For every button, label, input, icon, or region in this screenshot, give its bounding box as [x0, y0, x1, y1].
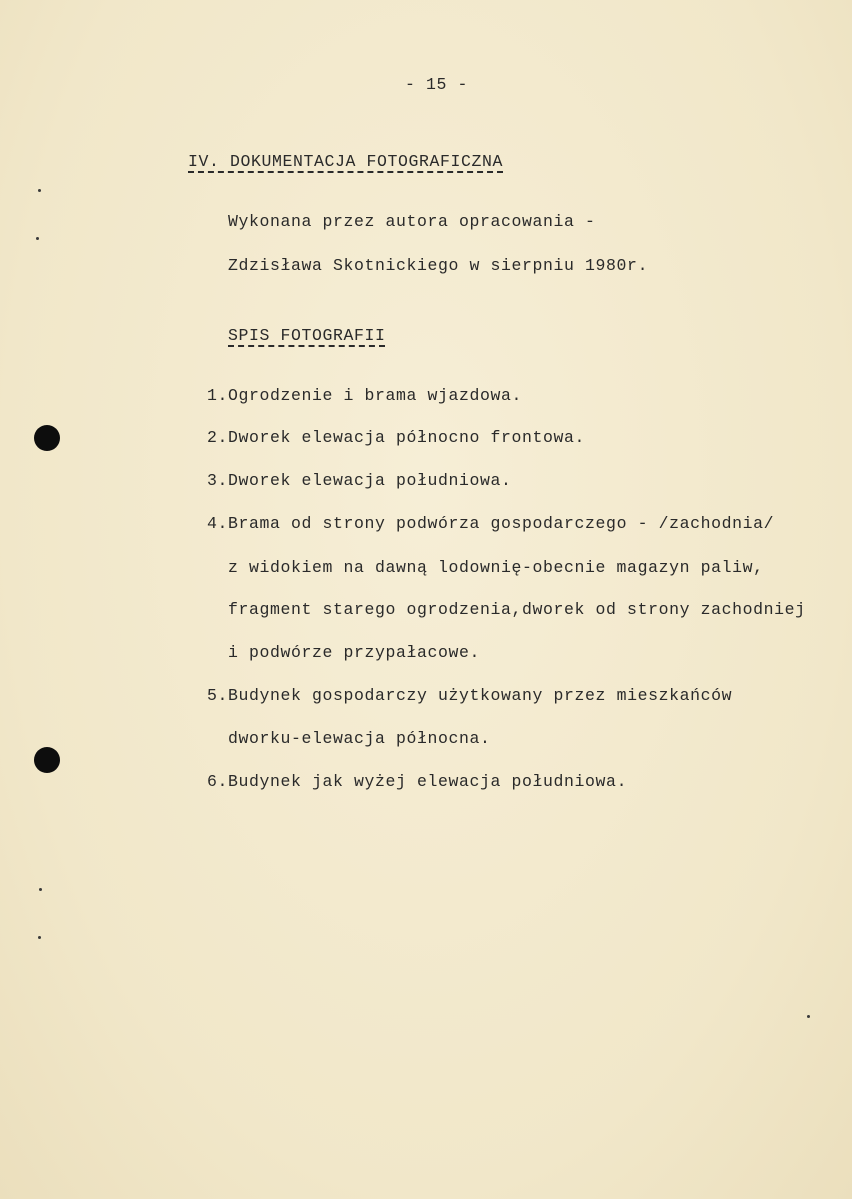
- list-line: 4.Brama od strony podwórza gospodarczego - /zachodnia/: [207, 514, 775, 533]
- intro-line-1: Wykonana przez autora opracowania -: [228, 212, 596, 231]
- paper-speck: [807, 1015, 810, 1018]
- list-heading: SPIS FOTOGRAFII: [228, 326, 386, 345]
- list-line: dworku-elewacja północna.: [228, 729, 491, 748]
- paper-speck: [38, 936, 41, 939]
- list-line: 2.Dworek elewacja północno frontowa.: [207, 428, 586, 447]
- intro-line-2: Zdzisława Skotnickiego w sierpniu 1980r.: [228, 256, 649, 275]
- punch-hole-top: [34, 425, 60, 451]
- punch-hole-bottom: [34, 747, 60, 773]
- list-line: fragment starego ogrodzenia,dworek od strony zachodniej: [228, 600, 806, 619]
- page-number: - 15 -: [405, 75, 469, 94]
- list-line: 3.Dworek elewacja południowa.: [207, 471, 512, 490]
- list-line: 5.Budynek gospodarczy użytkowany przez mieszkańców: [207, 686, 733, 705]
- paper-speck: [36, 237, 39, 240]
- paper-speck: [38, 189, 41, 192]
- paper-speck: [39, 888, 42, 891]
- list-line: 1.Ogrodzenie i brama wjazdowa.: [207, 386, 523, 405]
- section-heading: IV. DOKUMENTACJA FOTOGRAFICZNA: [188, 152, 504, 171]
- list-line: z widokiem na dawną lodownię-obecnie magazyn paliw,: [228, 558, 764, 577]
- list-line: i podwórze przypałacowe.: [228, 643, 481, 662]
- list-line: 6.Budynek jak wyżej elewacja południowa.: [207, 772, 628, 791]
